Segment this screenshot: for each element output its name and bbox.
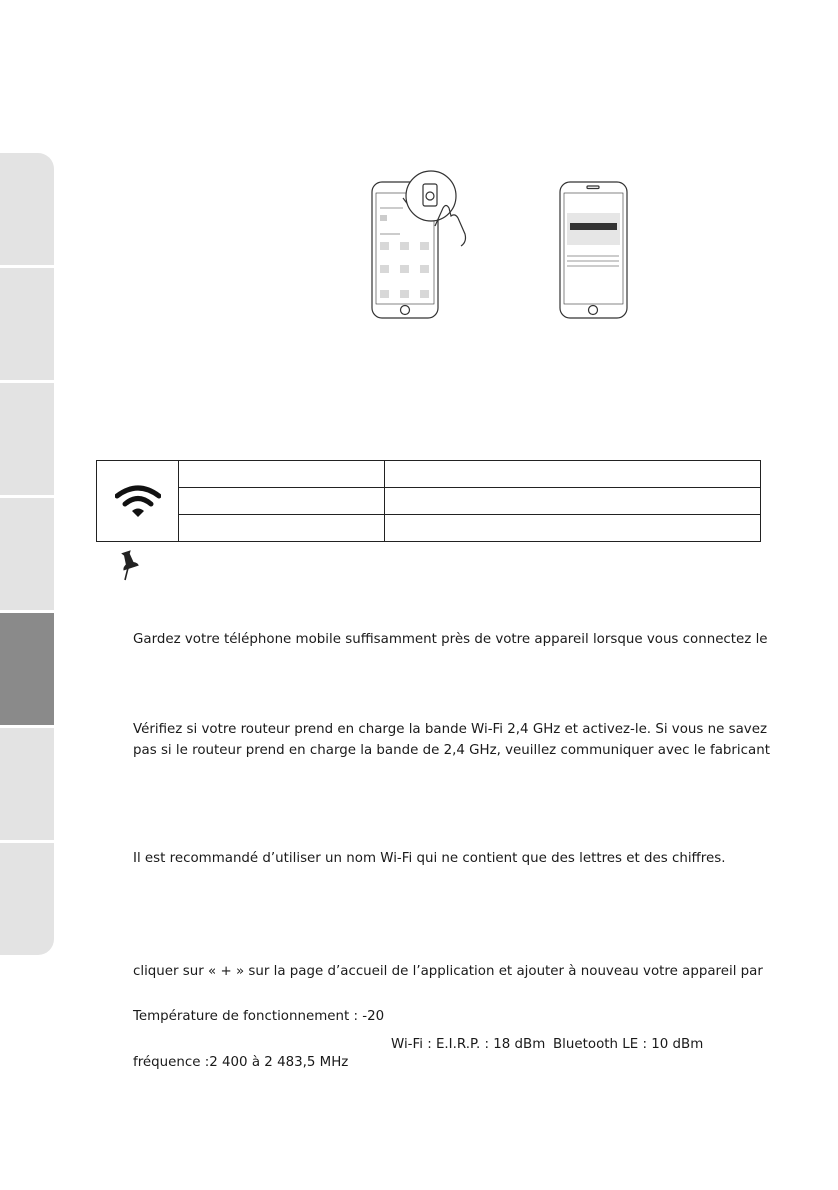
sidebar-tab-5-active[interactable]: [0, 613, 54, 725]
tip-router-band-line1: Vérifiez si votre routeur prend en charge la bande Wi-Fi 2,4 GHz et activez-le. Si vous ne savez: [133, 722, 767, 737]
spec-bluetooth-le: Bluetooth LE : 10 dBm: [553, 1037, 704, 1052]
tip-readd-device: cliquer sur « + » sur la page d’accueil de l’application et ajouter à nouveau votre appareil par: [133, 964, 763, 979]
wifi-icon-cell: [97, 461, 179, 542]
tip-router-band-line2: pas si le routeur prend en charge la bande de 2,4 GHz, veuillez communiquer avec le fabricant: [133, 743, 770, 758]
spec-wifi-eirp: Wi-Fi : E.I.R.P. : 18 dBm: [391, 1037, 546, 1052]
sidebar-tab-3[interactable]: [0, 383, 54, 495]
table-cell: [385, 461, 761, 488]
sidebar-tab-7[interactable]: [0, 843, 54, 955]
tip-wifi-name: Il est recommandé d’utiliser un nom Wi-Fi qui ne contient que des lettres et des chiffres.: [133, 851, 726, 866]
table-row: [97, 514, 761, 541]
table-row: [97, 461, 761, 488]
table-cell: [385, 487, 761, 514]
spec-operating-temperature: Température de fonctionnement : -20: [133, 1009, 385, 1024]
sidebar-tab-4[interactable]: [0, 498, 54, 610]
wifi-icon: [115, 484, 161, 518]
tip-phone-distance: Gardez votre téléphone mobile suffisamment près de votre appareil lorsque vous connectez le: [133, 632, 768, 647]
spec-frequency: fréquence :2 400 à 2 483,5 MHz: [133, 1055, 349, 1070]
sidebar-tab-1[interactable]: [0, 153, 54, 265]
smartphone-icon: [560, 182, 627, 318]
table-cell: [179, 514, 385, 541]
table-cell: [179, 461, 385, 488]
sidebar-tab-2[interactable]: [0, 268, 54, 380]
wifi-status-table: [96, 460, 761, 542]
table-cell: [179, 487, 385, 514]
table-cell: [385, 514, 761, 541]
pushpin-icon: [118, 549, 142, 581]
sidebar-tab-6[interactable]: [0, 728, 54, 840]
phone-illustration: [355, 168, 635, 320]
table-row: [97, 487, 761, 514]
